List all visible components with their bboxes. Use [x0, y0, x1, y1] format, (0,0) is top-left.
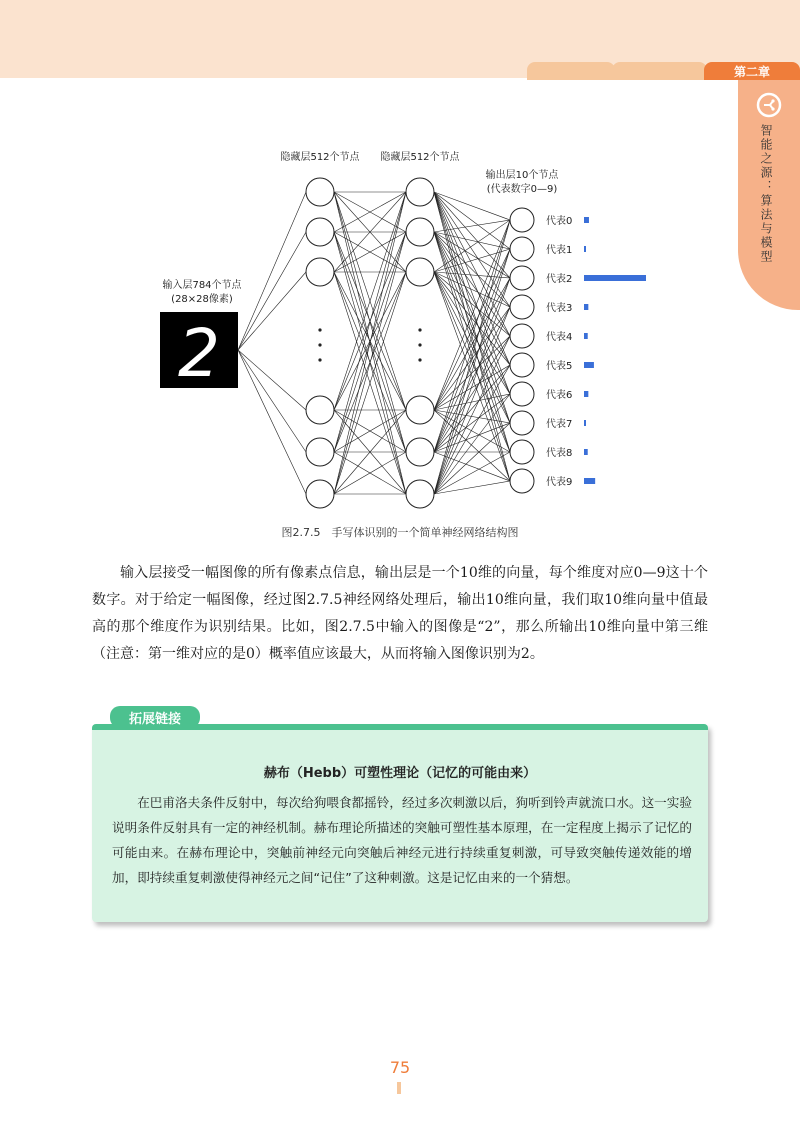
output-label: 代表0: [546, 216, 573, 227]
hidden2-node: [406, 396, 434, 424]
output-label: 代表6: [546, 390, 573, 401]
figure-caption: 图2.7.5 手写体识别的一个简单神经网络结构图: [281, 526, 519, 539]
brain-chip-icon: [754, 90, 784, 124]
output-node: [510, 324, 534, 348]
output-edge: [434, 249, 510, 452]
page-tick: [397, 1082, 401, 1094]
ellipsis-dot: [318, 328, 321, 331]
output-node: [510, 469, 534, 493]
output-node: [510, 353, 534, 377]
output-edge: [434, 394, 510, 410]
input-edge: [238, 232, 306, 350]
output-edge: [434, 365, 510, 494]
output-edge: [434, 192, 510, 365]
output-node: [510, 295, 534, 319]
output-label: 代表3: [546, 303, 573, 314]
extension-body: 在巴甫洛夫条件反射中，每次给狗喂食都摇铃，经过多次刺激以后，狗听到铃声就流口水。这一实验说明条件反射具有一定的神经机制。赫布理论所描述的突触可塑性基本原理，在一定程度上揭示了记忆的可能由来。在赫布理论中，突触前神经元向突触后神经元进行持续重复刺激，可导致突触传递效能的增加，即持续重复刺激使得神经元之间“记住”了这种刺激。这是记忆由来的一个猜想。: [112, 795, 692, 885]
output-label: 代表5: [546, 361, 573, 372]
ellipsis-dot: [318, 343, 321, 346]
hidden2-node: [406, 178, 434, 206]
page-number: 75: [389, 1058, 411, 1077]
side-title: 智能之源：算法与模型: [759, 124, 773, 264]
hidden1-node: [306, 178, 334, 206]
hidden1-node: [306, 258, 334, 286]
output-label: 代表2: [546, 274, 573, 285]
output-bar: [584, 275, 646, 281]
output-edge: [434, 365, 510, 452]
header-tab-decor: [612, 62, 707, 80]
extension-box: [92, 724, 708, 922]
output-edge: [434, 192, 510, 394]
connection-lines: [238, 192, 510, 494]
hidden2-node: [406, 258, 434, 286]
output-bar: [584, 449, 588, 455]
output-edge: [434, 272, 510, 481]
output-node: [510, 208, 534, 232]
input-label-1: 输入层784个节点: [162, 280, 242, 291]
hidden2-node: [406, 480, 434, 508]
hidden2-node: [406, 218, 434, 246]
output-bar: [584, 362, 594, 368]
output-node: [510, 382, 534, 406]
output-bar: [584, 478, 595, 484]
header-tab-decor: [527, 62, 615, 80]
output-node: [510, 266, 534, 290]
network-diagram: [150, 140, 670, 510]
output-bar: [584, 217, 589, 223]
output-edge: [434, 232, 510, 336]
output-bar: [584, 391, 588, 397]
hidden1-label: 隐藏层512个节点: [280, 152, 360, 163]
output-edge: [434, 192, 510, 220]
output-label-1: 输出层10个节点: [485, 170, 559, 181]
ellipsis-dot: [418, 358, 421, 361]
input-digit: 2: [178, 315, 220, 392]
output-bar: [584, 246, 586, 252]
output-edge: [434, 192, 510, 423]
body-paragraph: 输入层接受一幅图像的所有像素点信息，输出层是一个10维的向量，每个维度对应0—9这十个数字。对于给定一幅图像，经过图2.7.5神经网络处理后，输出10维向量，我们取10维向量中值最高的那个维度作为识别结果。比如，图2.7.5中输入的图像是“2”，那么所输出10维向量中第三维（注意：第一维对应的是0）概率值应该最大，从而将输入图像识别为2。: [92, 565, 708, 662]
chapter-tab: 第二章: [704, 62, 800, 80]
output-label: 代表4: [546, 332, 573, 343]
extension-label: 拓展链接: [110, 706, 200, 728]
input-edge: [238, 192, 306, 350]
hidden1-node: [306, 396, 334, 424]
output-edge: [434, 278, 510, 410]
hidden1-node: [306, 438, 334, 466]
output-label-2: (代表数字0—9): [486, 184, 558, 195]
hidden2-label: 隐藏层512个节点: [380, 152, 460, 163]
output-label: 代表9: [546, 477, 573, 488]
input-label-2: (28×28像素): [171, 294, 233, 305]
output-bar: [584, 304, 588, 310]
output-node: [510, 411, 534, 435]
hidden1-node: [306, 218, 334, 246]
ellipsis-dot: [418, 343, 421, 346]
output-edge: [434, 232, 510, 394]
extension-title: 赫布（Hebb）可塑性理论（记忆的可能由来）: [263, 766, 537, 781]
output-bar: [584, 420, 586, 426]
output-label: 代表7: [546, 419, 573, 430]
input-edge: [238, 272, 306, 350]
hidden2-node: [406, 438, 434, 466]
output-node: [510, 237, 534, 261]
input-edge: [238, 350, 306, 494]
output-node: [510, 440, 534, 464]
output-label: 代表8: [546, 448, 573, 459]
network-figure: [150, 140, 670, 510]
hidden1-node: [306, 480, 334, 508]
output-bars: [546, 214, 646, 488]
output-bar: [584, 333, 588, 339]
output-label: 代表1: [546, 245, 573, 256]
output-edge: [434, 307, 510, 452]
ellipsis-dot: [418, 328, 421, 331]
ellipsis-dot: [318, 358, 321, 361]
